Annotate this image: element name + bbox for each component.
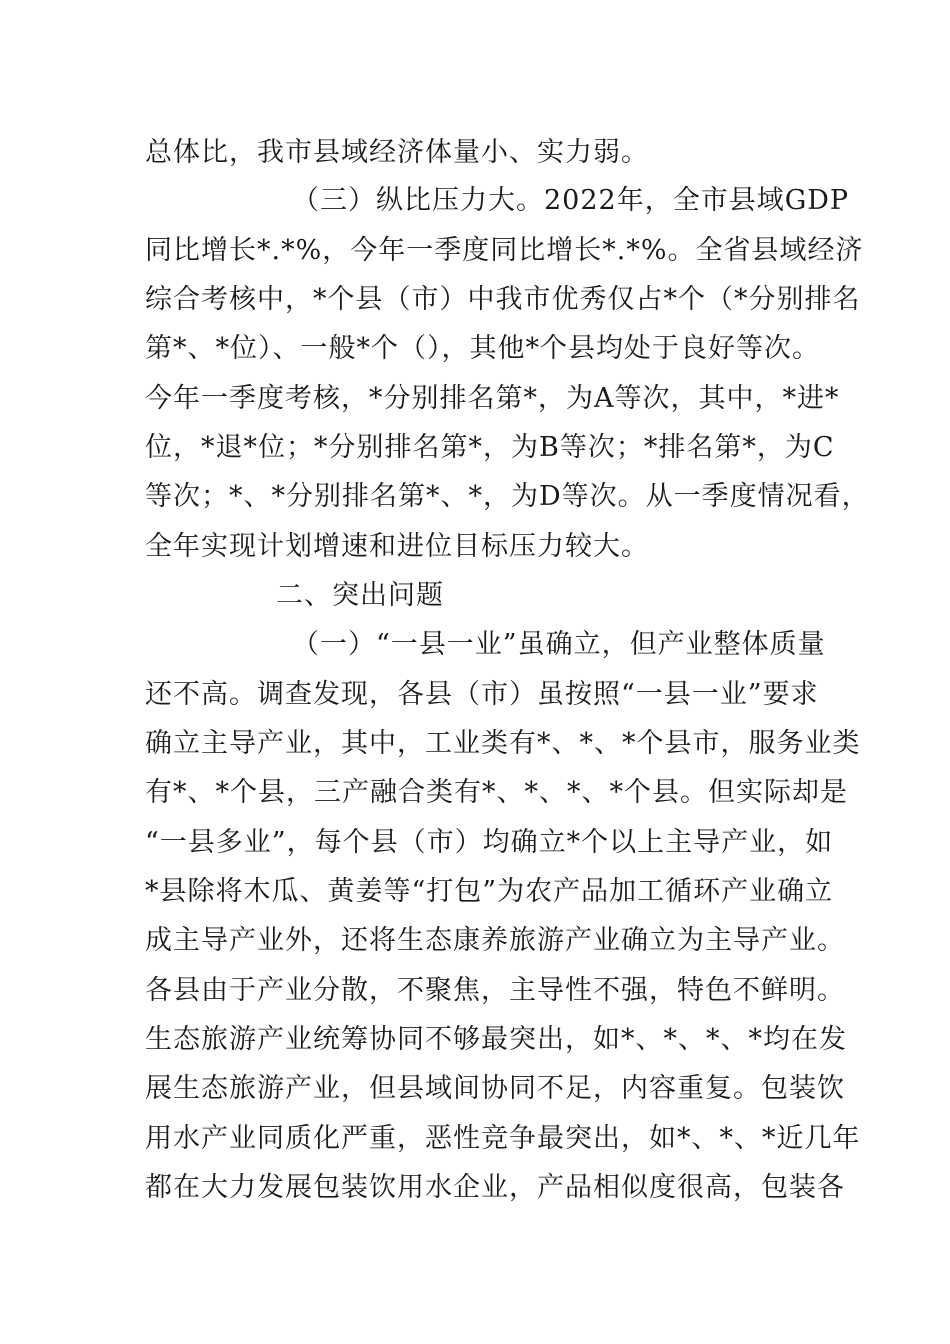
chapter-heading: 二、突出问题 — [276, 580, 444, 611]
text-line: “一县多业”，每个县（市）均确立*个以上主导产业，如 — [145, 827, 834, 858]
text-line: 今年一季度考核，*分别排名第*，为A等次，其中，*进* — [145, 383, 840, 414]
text-line: 全年实现计划增速和进位目标压力较大。 — [145, 531, 649, 562]
text-line: 总体比，我市县域经济体量小、实力弱。 — [145, 137, 649, 168]
text-line: 第*、*位）、一般*个（），其他*个县均处于良好等次。 — [145, 333, 820, 364]
text-line: *县除将木瓜、黄姜等“打包”为农产品加工循环产业确立 — [145, 876, 834, 907]
text-line: 综合考核中，*个县（市）中我市优秀仅占*个（*分别排名 — [145, 284, 861, 315]
text-line: 有*、*个县，三产融合类有*、*、*、*个县。但实际却是 — [145, 777, 848, 808]
text-line: 还不高。调查发现，各县（市）虽按照“一县一业”要求 — [145, 679, 819, 710]
text-line: 生态旅游产业统筹协同不够最突出，如*、*、*、*均在发 — [145, 1024, 847, 1055]
text-line: 确立主导产业，其中，工业类有*、*、*个县市，服务业类 — [145, 728, 861, 759]
section-heading-line: （一）“一县一业”虽确立，但产业整体质量 — [292, 629, 826, 660]
text-line: 同比增长*.*%，今年一季度同比增长*.*%。全省县域经济 — [145, 235, 864, 266]
text-line: 用水产业同质化严重，恶性竞争最突出，如*、*、*近几年 — [145, 1123, 861, 1154]
section-heading-line: （三）纵比压力大。2022年，全市县域GDP — [292, 185, 850, 216]
text-line: 位，*退*位；*分别排名第*，为B等次；*排名第*，为C — [145, 432, 835, 463]
text-line: 展生态旅游产业，但县域间协同不足，内容重复。包装饮 — [145, 1073, 845, 1104]
text-line: 都在大力发展包装饮用水企业，产品相似度很高，包装各 — [145, 1172, 845, 1203]
text-line: 各县由于产业分散，不聚焦，主导性不强，特色不鲜明。 — [145, 975, 845, 1006]
text-line: 等次；*、*分别排名第*、*，为D等次。从一季度情况看， — [145, 481, 870, 512]
text-line: 成主导产业外，还将生态康养旅游产业确立为主导产业。 — [145, 925, 845, 956]
